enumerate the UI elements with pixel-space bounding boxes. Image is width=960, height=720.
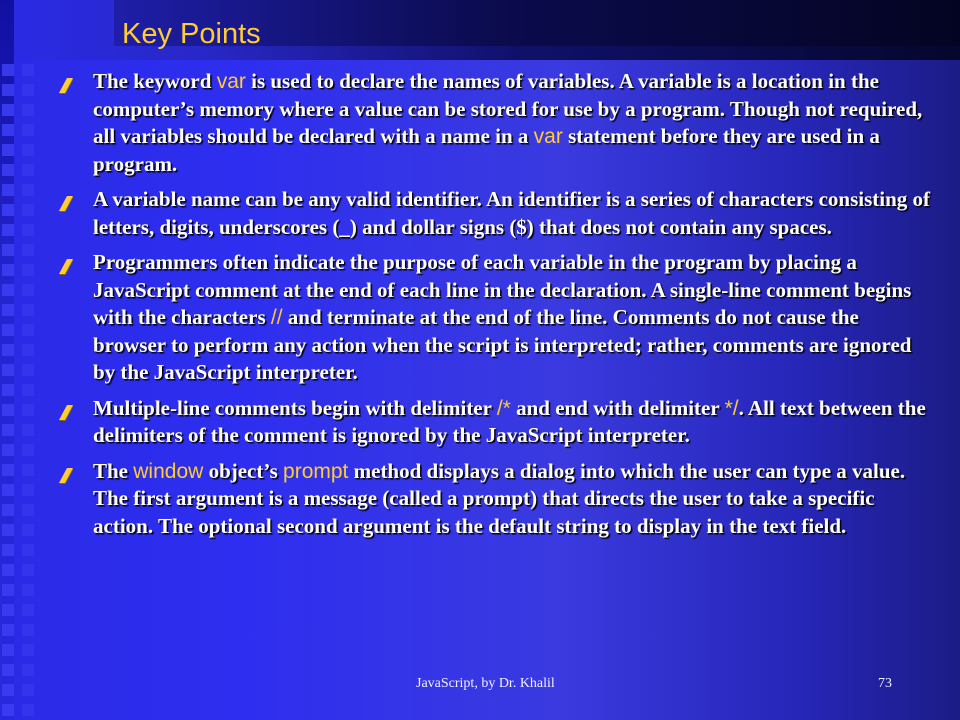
decorative-square	[2, 124, 14, 136]
bullet-item	[55, 68, 935, 178]
bullet-item	[55, 249, 935, 387]
decorative-square	[2, 564, 14, 576]
decorative-square	[2, 144, 14, 156]
code-keyword: var	[216, 70, 246, 93]
bullet-text: A variable name can be any valid identifier. An identifier is a series of characters consisting of letters, digits, underscores (_) and dollar signs ($) that does not contain any spaces.	[93, 187, 931, 239]
code-keyword: var	[533, 125, 563, 148]
decorative-square	[22, 404, 34, 416]
decorative-square	[22, 204, 34, 216]
decorative-square	[2, 484, 14, 496]
bullet-item	[55, 186, 935, 241]
decorative-square	[22, 264, 34, 276]
decorative-squares	[0, 60, 40, 720]
decorative-square	[2, 644, 14, 656]
code-keyword: */	[724, 396, 739, 420]
decorative-square	[22, 424, 34, 436]
bullet-marker-icon	[59, 405, 73, 420]
decorative-square	[2, 344, 14, 356]
decorative-square	[22, 344, 34, 356]
code-keyword: //	[270, 306, 283, 329]
bullet-list	[55, 68, 935, 548]
decorative-square	[2, 224, 14, 236]
decorative-square	[22, 564, 34, 576]
bullet-item	[55, 395, 935, 450]
decorative-square	[2, 364, 14, 376]
decorative-square	[22, 144, 34, 156]
decorative-square	[2, 264, 14, 276]
decorative-square	[2, 544, 14, 556]
footer-text: JavaScript, by Dr. Khalil	[416, 676, 555, 691]
decorative-square	[2, 524, 14, 536]
decorative-square	[22, 704, 34, 716]
slide-footer	[0, 676, 960, 696]
decorative-square	[22, 284, 34, 296]
decorative-square	[2, 704, 14, 716]
decorative-square	[2, 424, 14, 436]
decorative-square	[22, 124, 34, 136]
bullet-text: Multiple-line comments begin with delimiter /* and end with delimiter */. All text between the delimiters of the comment is ignored by the JavaScript interpreter.	[93, 395, 926, 447]
bullet-item	[55, 458, 935, 541]
bullet-marker-icon	[59, 78, 73, 93]
decorative-square	[2, 404, 14, 416]
decorative-square	[22, 524, 34, 536]
decorative-square	[22, 244, 34, 256]
decorative-square	[22, 324, 34, 336]
decorative-square	[2, 204, 14, 216]
decorative-square	[2, 624, 14, 636]
decorative-square	[22, 384, 34, 396]
decorative-square	[2, 244, 14, 256]
decorative-square	[2, 604, 14, 616]
bullet-text: The keyword var is used to declare the names of variables. A variable is a location in the computer’s memory where a value can be stored for use by a program. Though not required, all variables should be declared with a name in a var statement before they are used in a program.	[93, 69, 923, 176]
decorative-square	[22, 364, 34, 376]
decorative-square	[22, 184, 34, 196]
slide-title: Key Points	[122, 18, 261, 50]
decorative-square	[2, 284, 14, 296]
code-keyword: window	[133, 459, 204, 483]
decorative-square	[2, 64, 14, 76]
decorative-square	[2, 504, 14, 516]
code-keyword: /*	[496, 396, 511, 420]
decorative-square	[2, 164, 14, 176]
code-keyword: prompt	[283, 459, 349, 483]
decorative-square	[22, 304, 34, 316]
decorative-square	[2, 324, 14, 336]
decorative-square	[22, 464, 34, 476]
bullet-marker-icon	[59, 196, 73, 211]
decorative-square	[2, 444, 14, 456]
page-number: 73	[878, 676, 892, 691]
decorative-square	[22, 224, 34, 236]
decorative-square	[22, 444, 34, 456]
bullet-marker-icon	[59, 259, 73, 274]
decorative-square	[2, 184, 14, 196]
decorative-square	[22, 484, 34, 496]
decorative-square	[2, 104, 14, 116]
bullet-marker-icon	[59, 468, 73, 483]
decorative-square	[2, 664, 14, 676]
decorative-square	[2, 304, 14, 316]
bullet-text: Programmers often indicate the purpose of each variable in the program by placing a JavaScript comment at the end of each line in the declaration. A single-line comment begins with the characters // and terminate at the end of the line. Comments do not cause the browser to perform any action when the script is interpreted; rather, comments are ignored by the JavaScript interpreter.	[93, 250, 912, 384]
decorative-square	[22, 644, 34, 656]
decorative-square	[22, 584, 34, 596]
bullet-text: The window object’s prompt method displays a dialog into which the user can type a value. The first argument is a message (called a prompt) that directs the user to take a specific action. The optional second argument is the default string to display in the text field.	[93, 458, 906, 538]
decorative-square	[22, 504, 34, 516]
decorative-square	[22, 64, 34, 76]
decorative-square	[22, 624, 34, 636]
decorative-square	[22, 84, 34, 96]
decorative-square	[22, 604, 34, 616]
decorative-square	[2, 464, 14, 476]
decorative-square	[22, 544, 34, 556]
decorative-square	[2, 584, 14, 596]
decorative-square	[2, 84, 14, 96]
decorative-square	[22, 664, 34, 676]
decorative-square	[2, 384, 14, 396]
decorative-square	[22, 104, 34, 116]
decorative-square	[22, 164, 34, 176]
